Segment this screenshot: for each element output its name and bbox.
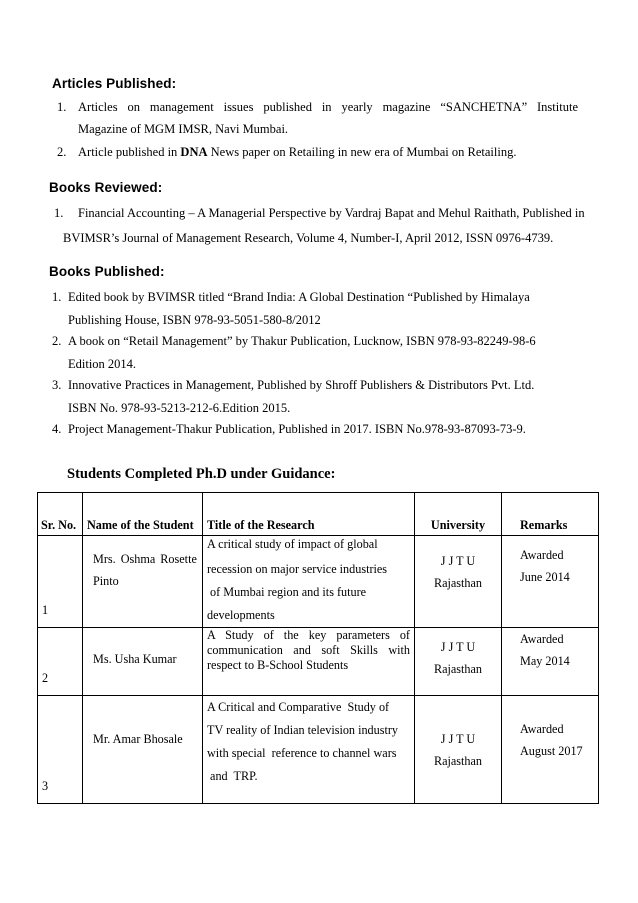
table-header-row xyxy=(38,493,599,536)
row-3-title-line-2: TV reality of Indian television industry xyxy=(207,723,399,737)
row-1-sr-value: 1 xyxy=(42,603,49,617)
dna-label: DNA xyxy=(180,145,208,159)
row-1-remarks xyxy=(502,536,599,628)
books-reviewed-heading: Books Reviewed: xyxy=(49,180,163,195)
row-1-name xyxy=(83,536,203,628)
column-header-name: Name of the Student xyxy=(83,493,203,536)
row-3-title xyxy=(203,696,415,804)
row-2-title-text: A Study of the key parameters of communication and soft Skills with respect to B-School Students xyxy=(207,628,410,672)
row-1-sr xyxy=(38,536,83,628)
published-1-line-1: Edited book by BVIMSR titled “Brand India: A Global Destination “Published by Himalaya xyxy=(68,290,530,304)
article-2-line xyxy=(78,145,516,160)
row-3-university xyxy=(415,696,502,804)
row-2-name-line-1: Ms. Usha Kumar xyxy=(93,652,177,666)
row-1-name-line-1: Mrs. Oshma Rosette xyxy=(93,552,197,566)
reviewed-1-line-1: Financial Accounting – A Managerial Perspective by Vardraj Bapat and Mehul Raithath, Published in xyxy=(78,206,585,220)
article-1-line-1: Articles on management issues published in yearly magazine “SANCHETNA” Institute xyxy=(78,100,578,114)
article-2-text-start: Article published in xyxy=(78,145,181,159)
table-row xyxy=(38,696,599,804)
row-3-university-line-2: Rajasthan xyxy=(433,754,483,768)
column-header-title: Title of the Research xyxy=(203,493,415,536)
row-2-remarks xyxy=(502,628,599,696)
table-row xyxy=(38,536,599,628)
row-1-title-line-1: A critical study of impact of global xyxy=(207,537,378,551)
row-1-title xyxy=(203,536,415,628)
row-1-remarks-line-1: Awarded xyxy=(520,548,564,562)
row-1-university-line-2: Rajasthan xyxy=(433,576,483,590)
published-1-line-2: Publishing House, ISBN 978-93-5051-580-8/2012 xyxy=(68,313,321,327)
row-2-university xyxy=(415,628,502,696)
article-1-line-2: Magazine of MGM IMSR, Navi Mumbai. xyxy=(78,122,289,136)
row-3-sr-value: 3 xyxy=(42,779,49,793)
row-2-sr xyxy=(38,628,83,696)
published-3-line-1: Innovative Practices in Management, Published by Shroff Publishers & Distributors Pvt. Ltd. xyxy=(68,378,535,392)
phd-table xyxy=(37,492,599,804)
row-1-remarks-line-2: June 2014 xyxy=(520,570,570,584)
row-3-title-line-1: A Critical and Comparative Study of xyxy=(207,700,390,714)
published-2-number: 2. xyxy=(52,334,62,348)
row-1-name-line-2: Pinto xyxy=(93,574,119,588)
column-header-university: University xyxy=(415,493,502,536)
row-3-name-line-1: Mr. Amar Bhosale xyxy=(93,732,183,746)
row-3-name xyxy=(83,696,203,804)
published-4-number: 4. xyxy=(52,422,62,436)
article-2-number: 2. xyxy=(57,145,67,159)
row-1-title-line-3: of Mumbai region and its future xyxy=(207,585,367,599)
published-4-line-1: Project Management-Thakur Publication, Published in 2017. ISBN No.978-93-87093-73-9. xyxy=(68,422,526,436)
row-3-remarks-line-2: August 2017 xyxy=(520,744,583,758)
article-2-text-end: News paper on Retailing in new era of Mumbai on Retailing. xyxy=(207,145,517,159)
table-row xyxy=(38,628,599,696)
row-1-university xyxy=(415,536,502,628)
published-2-line-2: Edition 2014. xyxy=(68,357,137,371)
row-1-title-line-4: developments xyxy=(207,608,275,622)
row-2-sr-value: 2 xyxy=(42,671,49,685)
row-2-university-line-2: Rajasthan xyxy=(433,662,483,676)
published-1-number: 1. xyxy=(52,290,62,304)
published-3-number: 3. xyxy=(52,378,62,392)
published-2-line-1: A book on “Retail Management” by Thakur Publication, Lucknow, ISBN 978-93-82249-98-6 xyxy=(68,334,536,348)
article-1-number: 1. xyxy=(57,100,67,114)
books-published-heading: Books Published: xyxy=(49,264,165,279)
column-header-sr: Sr. No. xyxy=(38,493,83,536)
published-3-line-2: ISBN No. 978-93-5213-212-6.Edition 2015. xyxy=(68,401,291,415)
row-2-name xyxy=(83,628,203,696)
row-3-title-line-3: with special reference to channel wars xyxy=(207,746,397,760)
row-2-remarks-line-1: Awarded xyxy=(520,632,564,646)
row-2-university-line-1: J J T U xyxy=(440,640,476,654)
row-1-university-line-1: J J T U xyxy=(440,554,476,568)
column-header-remarks: Remarks xyxy=(502,493,599,536)
row-2-title xyxy=(203,628,415,696)
phd-heading: Students Completed Ph.D under Guidance: xyxy=(67,466,336,482)
row-2-remarks-line-2: May 2014 xyxy=(520,654,570,668)
row-3-remarks xyxy=(502,696,599,804)
articles-heading: Articles Published: xyxy=(52,76,177,91)
row-3-sr xyxy=(38,696,83,804)
row-3-title-line-4: and TRP. xyxy=(207,769,258,783)
row-3-remarks-line-1: Awarded xyxy=(520,722,564,736)
row-1-title-line-2: recession on major service industries xyxy=(207,562,388,576)
reviewed-1-number: 1. xyxy=(54,206,64,220)
row-3-university-line-1: J J T U xyxy=(440,732,476,746)
reviewed-1-line-2: BVIMSR’s Journal of Management Research, Volume 4, Number-I, April 2012, ISSN 0976-4739. xyxy=(63,231,554,245)
